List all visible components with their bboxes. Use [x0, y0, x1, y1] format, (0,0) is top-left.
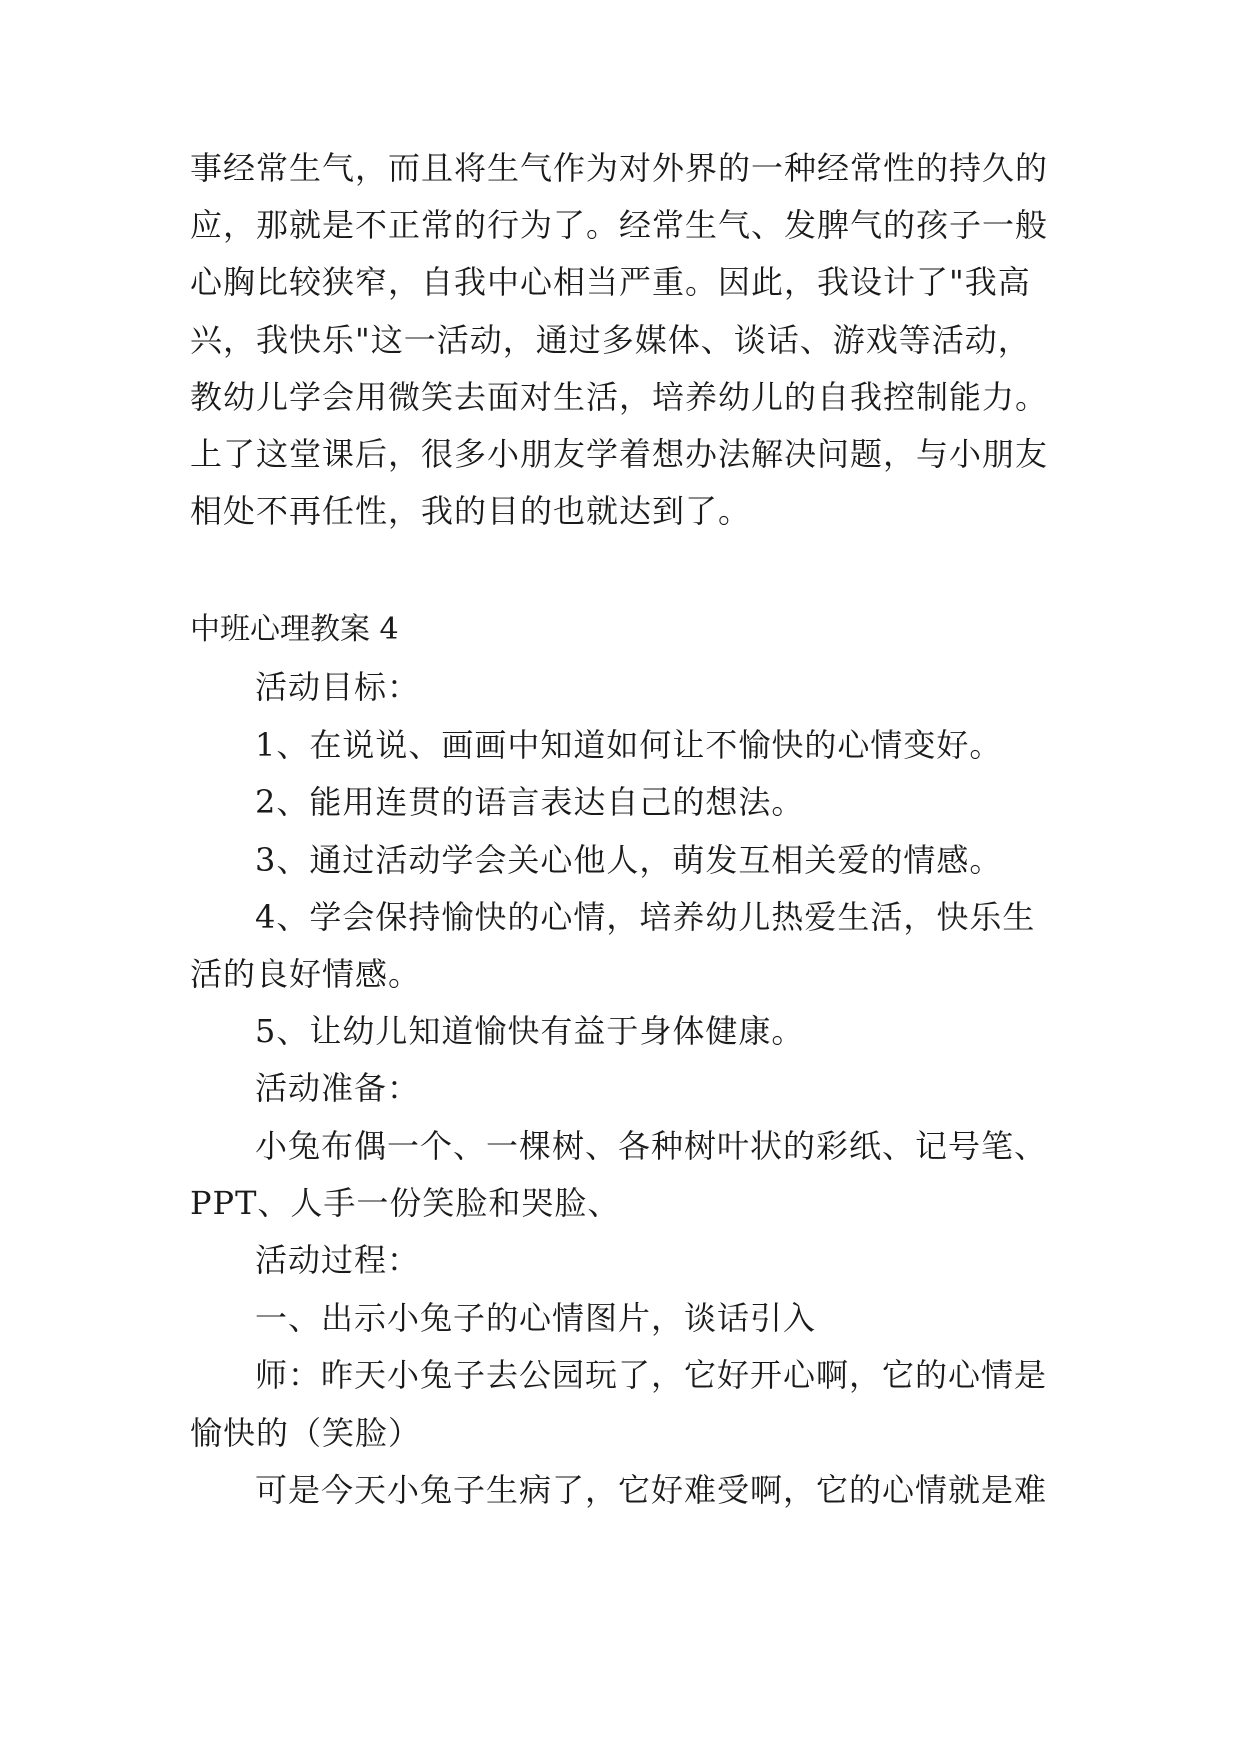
goals-heading: 活动目标：	[255, 668, 421, 706]
goal-item-1: 1、在说说、画画中知道如何让不愉快的心情变好。	[255, 726, 1003, 764]
goal-item-4-continued: 活的良好情感。	[190, 955, 422, 993]
intro-line-5: 教幼儿学会用微笑去面对生活，培养幼儿的自我控制能力。	[190, 378, 1049, 416]
process-heading: 活动过程：	[255, 1241, 421, 1279]
goal-item-4: 4、学会保持愉快的心情，培养幼儿热爱生活，快乐生	[255, 898, 1036, 936]
goal-item-5: 5、让幼儿知道愉快有益于身体健康。	[255, 1012, 805, 1050]
prep-heading: 活动准备：	[255, 1069, 421, 1107]
intro-line-4: 兴，我快乐"这一活动，通过多媒体、谈话、游戏等活动，	[190, 321, 1031, 359]
process-line-1: 一、出示小兔子的心情图片，谈话引入	[255, 1299, 817, 1337]
intro-line-7: 相处不再任性，我的目的也就达到了。	[190, 492, 752, 530]
process-line-3: 愉快的（笑脸）	[190, 1414, 422, 1452]
goal-item-3: 3、通过活动学会关心他人，萌发互相关爱的情感。	[255, 841, 1003, 879]
intro-line-1: 事经常生气，而且将生气作为对外界的一种经常性的持久的	[190, 149, 1049, 187]
intro-line-2: 应，那就是不正常的行为了。经常生气、发脾气的孩子一般	[190, 206, 1049, 244]
intro-line-3: 心胸比较狭窄，自我中心相当严重。因此，我设计了"我高	[190, 263, 1031, 301]
process-line-4: 可是今天小兔子生病了，它好难受啊，它的心情就是难	[255, 1471, 1048, 1509]
prep-line-1: 小兔布偶一个、一棵树、各种树叶状的彩纸、记号笔、	[255, 1127, 1048, 1165]
prep-line-2: PPT、人手一份笑脸和哭脸、	[190, 1184, 621, 1222]
goal-item-2: 2、能用连贯的语言表达自己的想法。	[255, 783, 805, 821]
intro-line-6: 上了这堂课后，很多小朋友学着想办法解决问题，与小朋友	[190, 435, 1049, 473]
process-line-2: 师：昨天小兔子去公园玩了，它好开心啊，它的心情是	[255, 1356, 1048, 1394]
section-title: 中班心理教案 4	[190, 612, 399, 647]
